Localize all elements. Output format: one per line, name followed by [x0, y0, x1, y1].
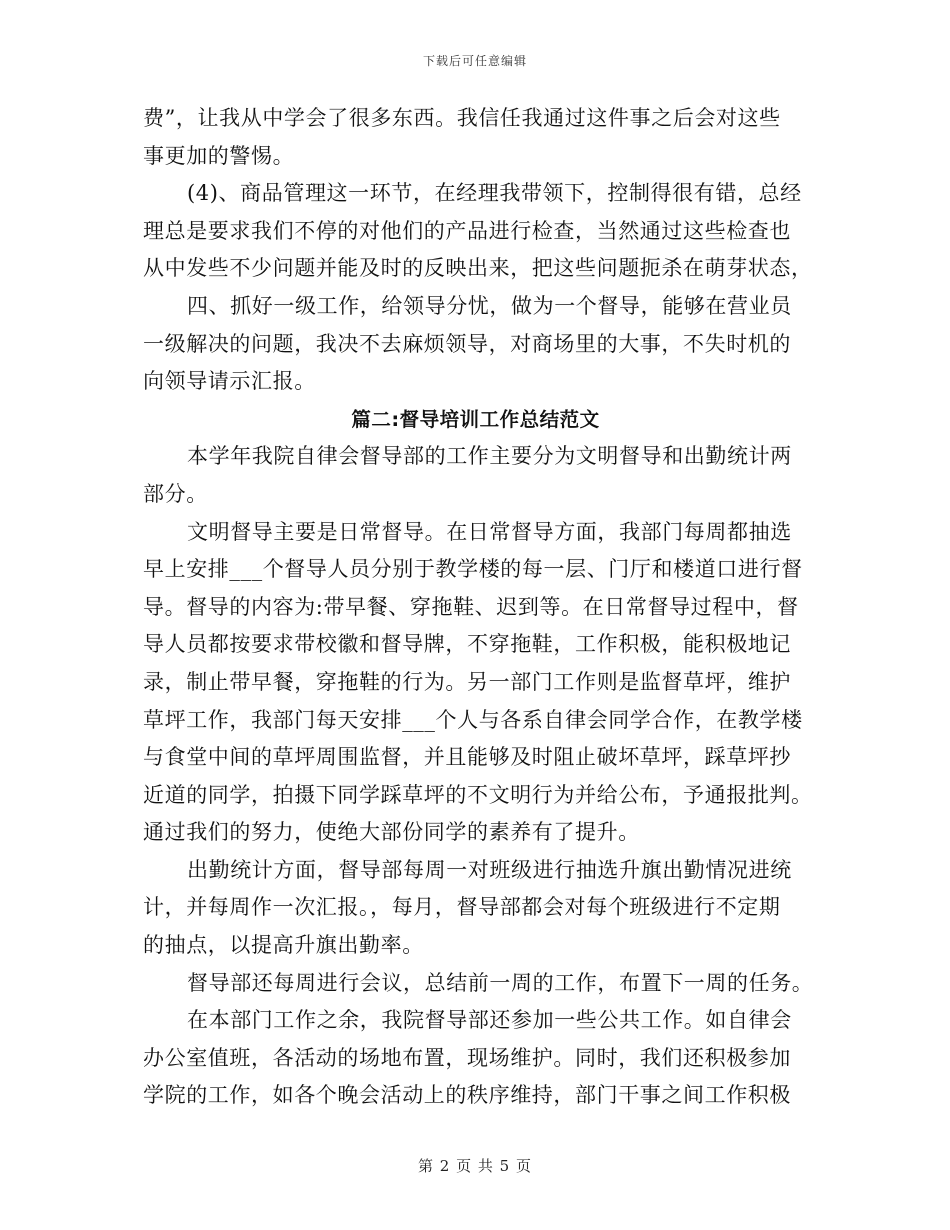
text-line: (4)、商品管理这一环节，在经理我带领下，控制得很有错，总经	[187, 181, 802, 206]
text-line: 的抽点，以提高升旗出勤率。	[143, 933, 424, 958]
text-line: 计，并每周作一次汇报。，每月，督导部都会对每个班级进行不定期	[143, 895, 781, 920]
text-line: 向领导请示汇报。	[143, 369, 316, 394]
text-line: 录，制止带早餐，穿拖鞋的行为。另一部门工作则是监督草坪，维护	[143, 669, 791, 694]
text-line: 部分。	[143, 481, 208, 506]
text-line: 学院的工作，如各个晚会活动上的秩序维持，部门干事之间工作积极	[143, 1083, 791, 1108]
text-line: 事更加的警惕。	[143, 143, 295, 168]
text-line: 早上安排___个督导人员分别于教学楼的每一层、门厅和楼道口进行督	[143, 557, 803, 582]
page-number: 第 2 页 共 5 页	[418, 1157, 532, 1175]
text-line: 四、抓好一级工作，给领导分忧，做为一个督导，能够在营业员	[187, 293, 792, 318]
text-line: 草坪工作，我部门每天安排___个人与各系自律会同学合作，在教学楼	[143, 707, 803, 732]
text-line: 督导部还每周进行会议，总结前一周的工作，布置下一周的任务。	[187, 970, 814, 995]
text-line: 文明督导主要是日常督导。在日常督导方面，我部门每周都抽选	[187, 519, 792, 544]
text-line: 导。督导的内容为:带早餐、穿拖鞋、迟到等。在日常督导过程中，督	[143, 594, 799, 619]
text-line: 在本部门工作之余，我院督导部还参加一些公共工作。如自律会	[187, 1008, 792, 1033]
text-line: 本学年我院自律会督导部的工作主要分为文明督导和出勤统计两	[187, 444, 792, 469]
paragraph-block-1	[143, 100, 813, 401]
page-header-note: 下载后可任意编辑	[422, 54, 527, 68]
text-line: 理总是要求我们不停的对他们的产品进行检查，当然通过这些检查也	[143, 218, 791, 243]
text-line: 从中发些不少问题并能及时的反映出来，把这些问题扼杀在萌芽状态，	[143, 256, 813, 281]
paragraph-block-2	[143, 438, 814, 1115]
text-line: 办公室值班，各活动的场地布置，现场维护。同时，我们还积极参加	[143, 1045, 791, 1070]
text-line: 通过我们的努力，使绝大部份同学的素养有了提升。	[143, 820, 640, 845]
text-line: 近道的同学，拍摄下同学踩草坪的不文明行为并给公布，予通报批判。	[143, 782, 813, 807]
document-body	[143, 100, 814, 1115]
text-line: 费”，让我从中学会了很多东西。我信任我通过这件事之后会对这些	[143, 106, 781, 130]
text-line: 一级解决的问题，我决不去麻烦领导，对商场里的大事，不失时机的	[143, 331, 791, 356]
text-line: 与食堂中间的草坪周围监督，并且能够及时阻止破坏草坪，踩草坪抄	[143, 745, 791, 770]
text-line: 导人员都按要求带校徽和督导牌，不穿拖鞋，工作积极，能积极地记	[143, 632, 791, 657]
section-title: 篇二:督导培训工作总结范文	[351, 407, 600, 431]
text-line: 出勤统计方面，督导部每周一对班级进行抽选升旗出勤情况进统	[187, 857, 792, 882]
